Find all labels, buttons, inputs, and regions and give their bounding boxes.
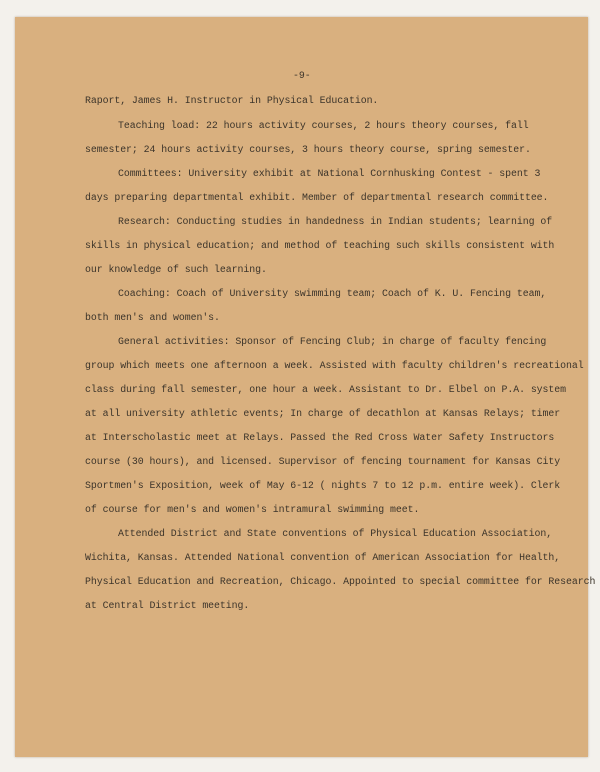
entry-heading: Raport, James H. Instructor in Physical Education. [85, 95, 379, 106]
page-number: -9- [293, 70, 311, 81]
text-line: both men's and women's. [85, 312, 220, 323]
text-line: semester; 24 hours activity courses, 3 hours theory course, spring semester. [85, 144, 531, 155]
text-line: at all university athletic events; In charge of decathlon at Kansas Relays; timer [85, 408, 561, 419]
text-line: at Central District meeting. [85, 600, 250, 611]
text-line: our knowledge of such learning. [85, 264, 267, 275]
text-line: class during fall semester, one hour a week. Assistant to Dr. Elbel on P.A. system [85, 384, 567, 395]
text-line: at Interscholastic meet at Relays. Passed the Red Cross Water Safety Instructors [85, 432, 555, 443]
text-line: Committees: University exhibit at National Cornhusking Contest - spent 3 [118, 168, 541, 179]
text-line: skills in physical education; and method of teaching such skills consistent with [85, 240, 555, 251]
text-line: Wichita, Kansas. Attended National convention of American Association for Health, [85, 552, 561, 563]
text-line: Research: Conducting studies in handedness in Indian students; learning of [118, 216, 553, 227]
text-line: Sportmen's Exposition, week of May 6-12 ( nights 7 to 12 p.m. entire week). Clerk [85, 480, 561, 491]
text-line: course (30 hours), and licensed. Supervisor of fencing tournament for Kansas City [85, 456, 561, 467]
text-line: of course for men's and women's intramural swimming meet. [85, 504, 420, 515]
text-line: days preparing departmental exhibit. Member of departmental research committee. [85, 192, 549, 203]
text-line: group which meets one afternoon a week. Assisted with faculty children's recreational [85, 360, 584, 371]
document-page [15, 17, 596, 757]
text-line: General activities: Sponsor of Fencing Club; in charge of faculty fencing [118, 336, 547, 347]
text-line: Physical Education and Recreation, Chicago. Appointed to special committee for Research [85, 576, 596, 587]
text-line: Teaching load: 22 hours activity courses, 2 hours theory courses, fall [118, 120, 529, 131]
text-line: Attended District and State conventions of Physical Education Association, [118, 528, 553, 539]
text-line: Coaching: Coach of University swimming team; Coach of K. U. Fencing team, [118, 288, 547, 299]
